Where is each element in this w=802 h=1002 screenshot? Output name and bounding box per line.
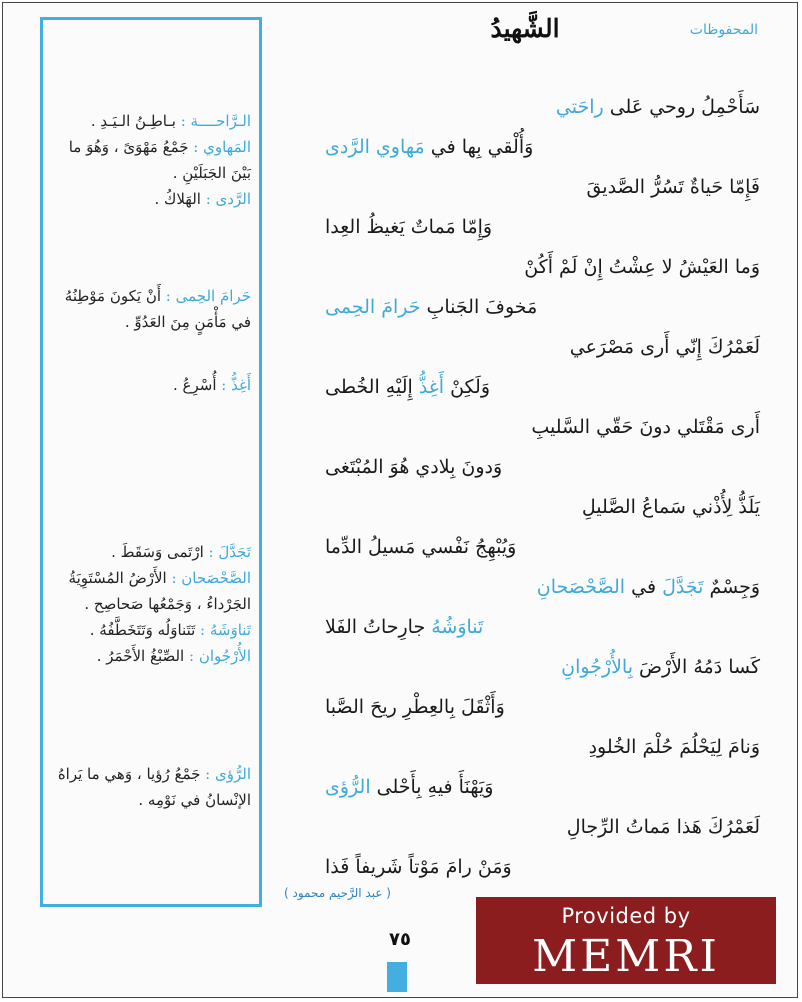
gloss-item: المَهاوي : جَمْعُ مَهْوَىً ، وَهُوَ ما بَيْنَ الجَبَلَيْنِ . (68, 138, 251, 182)
verse-line: تَناوَشُهُ جارِحاتُ الفَلا (325, 616, 484, 638)
gloss-item: الـرَّاحــــة : بـاطِـنُ الـيَـدِ . (90, 112, 251, 130)
gloss-item: الأُرْجُوان : الصِّبْغُ الأَحْمَرُ . (96, 647, 251, 665)
verse-line: كَسا دَمُهُ الأَرْضَ بِالأُرْجُوانِ (561, 656, 760, 678)
verse-line: لَعَمْرُكَ هَذا مَماتُ الرِّجالِ (566, 816, 760, 838)
verse-line: وَلَكِنْ أَغِذُّ إِلَيْهِ الخُطى (325, 376, 490, 398)
verse-line: فَإِمّا حَياةٌ تَسُرُّ الصَّديقَ (586, 176, 760, 198)
watermark-logo-text: MEMRI (532, 931, 720, 982)
verse-line: وَمَنْ رامَ مَوْتاً شَريفاً فَذا (325, 856, 512, 878)
poem-author: ( عبد الرَّحيم محمود ) (284, 886, 391, 900)
gloss-item: حَرامَ الحِمى : أَنْ يَكونَ مَوْطِنُهُ في مَأْمَنٍ مِنَ العَدُوِّ . (64, 287, 251, 331)
verse-line: وَأُلْقي بِها في مَهاوي الرَّدى (325, 136, 534, 158)
poem-title: الشَّهيدُ (490, 14, 560, 43)
verse-line: وَنامَ لِيَحْلُمَ حُلْمَ الخُلودِ (588, 736, 760, 758)
gloss-item: تَجَدَّلَ : ارْتَمى وَسَقَطَ . (111, 543, 251, 561)
gloss-item: تَناوَشَهُ : تَتَناوَلُه وَتَتَخَطَّفُهُ . (89, 621, 251, 639)
page-number: ٧٥ (389, 929, 411, 950)
verse-line: لَعَمْرُكَ إِنّي أَرى مَصْرَعي (569, 336, 760, 358)
verse-line: سَأَحْمِلُ روحي عَلى راحَتي (555, 96, 760, 118)
verse-line: وَيَهْنَأَ فيهِ بِأَحْلى الرُّؤى (325, 776, 494, 798)
page-tab-marker (387, 962, 407, 992)
verse-line: يَلَذُّ لِأُذْني سَماعُ الصَّليلِ (581, 496, 760, 518)
gloss-item: الرُّؤى : جَمْعُ رُؤيا ، وَهي ما يَراهُ الإنْسانُ في نَوْمِه . (57, 765, 251, 809)
watermark-provided-by: Provided by (561, 904, 691, 928)
verse-line: وَجِسْمٌ تَجَدَّلَ في الصَّحْصَحانِ (536, 576, 760, 598)
section-label: المحفوظات (689, 22, 758, 38)
poem-body (290, 85, 770, 885)
memri-watermark (476, 897, 776, 984)
verse-line: أَرى مَقْتَلي دونَ حَقّي السَّليبِ (531, 416, 760, 438)
verse-line: مَخوفَ الجَنابِ حَرامَ الحِمى (325, 296, 538, 318)
glossary-panel (40, 17, 262, 907)
verse-line: وَإِمّا مَماتٌ يَغيظُ العِدا (325, 216, 493, 238)
gloss-item: الرَّدى : الهَلاكُ . (154, 190, 251, 208)
verse-line: وَيُبْهِجُ نَفْسي مَسيلُ الدِّما (325, 536, 517, 558)
gloss-item: الصَّحْصَحان : الأَرْضُ المُسْتَوِيَةُ الجَرْداءُ ، وَجَمْعُها صَحاصِح . (68, 569, 251, 613)
gloss-item: أَغِذُّ : أُسْرِعُ . (173, 376, 251, 394)
verse-line: وَأَثْقَلَ بِالعِطْرِ ريحَ الصَّبا (325, 696, 505, 718)
verse-line: وَما العَيْشُ لا عِشْتُ إِنْ لَمْ أَكُنْ (524, 256, 760, 278)
verse-line: وَدونَ بِلادي هُوَ المُبْتَغى (325, 456, 503, 478)
